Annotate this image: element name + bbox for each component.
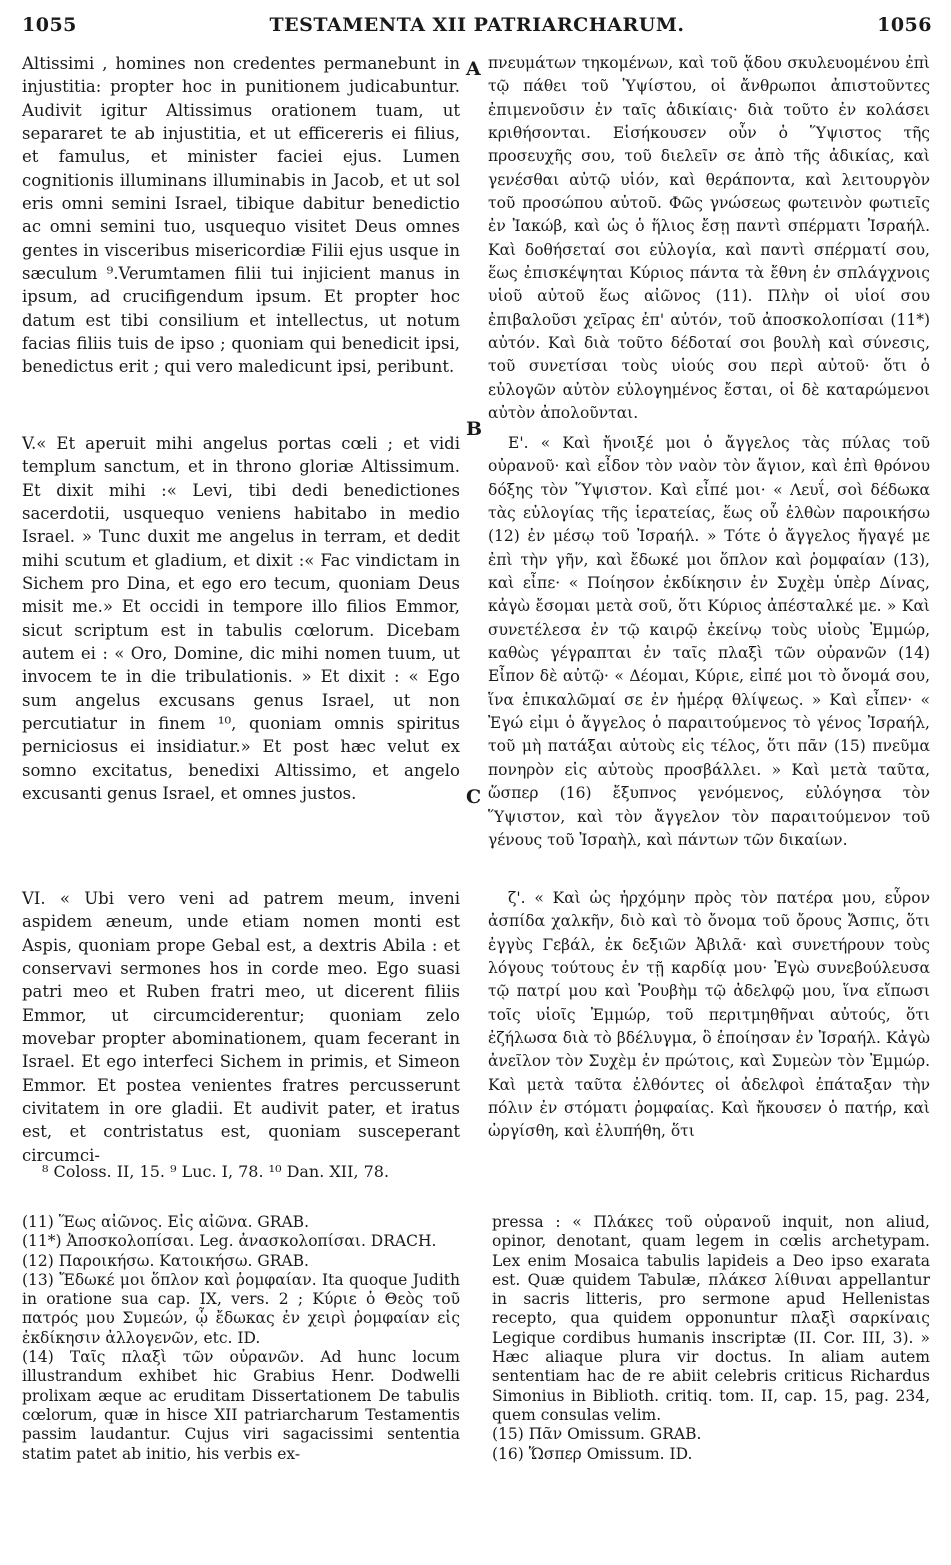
note-12: (12) Παροικήσω. Κατοικήσω. GRAB. <box>22 1251 309 1270</box>
page-number-left: 1055 <box>22 14 77 36</box>
greek-text: πνευμάτων τηκομένων, καὶ τοῦ ᾅδου σκυλευομένου ἐπὶ τῷ πάθει τοῦ Ὑψίστου, οἱ ἄνθρωποι ἀπιστοῦντες ἐπιμενοῦσιν ἐν ταῖς ἀδικίαις· διὰ τοῦτο ἐν κολάσει κριθήσονται. Εἰσήκουσεν οὖν ὁ Ὕψιστος τῆς προσευχῆς σου, τοῦ διελεῖν σε ἀπὸ τῆς ἀδικίας, καὶ γενέσθαι αὐτῷ υἱόν, καὶ θεράποντα, καὶ λειτουργὸν τοῦ προσώπου αὐτοῦ. Φῶς γνώσεως φωτεινὸν φωτιεῖς ἐν Ἰακώβ, καὶ ὡς ὁ ἥλιος ἔσῃ παντὶ σπέρματι Ἰσραήλ. Καὶ δοθήσεταί σοι εὐλογία, καὶ παντὶ σπέρματί σου, ἕως ἐπισκέψηται Κύριος πάντα τὰ ἔθνη ἐν σπλάγχνοις υἱοῦ αὐτοῦ ἕως αἰῶνος (11). Πλὴν οἱ υἱοί σου ἐπιβαλοῦσι χεῖρας ἐπ' αὐτόν, τοῦ ἀποσκολοπίσαι (11*) αὐτόν. Καὶ διὰ τοῦτο δέδοταί σοι βουλὴ καὶ σύνεσις, τοῦ συνετίσαι τοὺς υἱούς σου περὶ αὐτοῦ· ὅτι ὁ εὐλογῶν αὐτὸν εὐλογημένος ἔσται, οἱ δὲ καταρώμενοι αὐτὸν ἀπολοῦνται. <box>488 54 930 423</box>
page-header <box>22 14 932 40</box>
latin-paragraph-2 <box>22 432 460 806</box>
note-11: (11) Ἕως αἰῶνος. Εἰς αἰῶνα. GRAB. <box>22 1213 309 1231</box>
greek-text: ζ'. « Καὶ ὡς ἠρχόμην πρὸς τὸν πατέρα μου, εὗρον ἀσπίδα χαλκῆν, διὸ καὶ τὸ ὄνομα τοῦ ὄρους Ἄσπις, ὅτι ἐγγὺς Γεβάλ, ἐκ δεξιῶν Ἀβιλᾶ· καὶ συνετήρουν τοὺς λόγους τούτους ἐν τῇ καρδίᾳ μου· Ἐγὼ συνεβούλευσα τῷ πατρί μου καὶ Ῥουβὴμ τῷ ἀδελφῷ μου, ἵνα εἴπωσι τοῖς υἱοῖς Ἐμμώρ, τοῦ περιτμηθῆναι αὐτούς, ὅτι ἐζήλωσα διὰ τὸ βδέλυγμα, ὃ ἐποίησαν ἐν Ἰσραήλ. Κἀγὼ ἀνεῖλον τὸν Συχὲμ ἐν πρώτοις, καὶ Συμεὼν τὸν Ἐμμώρ. Καὶ μετὰ ταῦτα ἐλθόντες οἱ ἀδελφοὶ ἐπάταξαν τὴν πόλιν ἐν στόματι ῥομφαίας. Καὶ ἤκουσεν ὁ πατήρ, καὶ ὠργίσθη, καὶ ἐλυπήθη, ὅτι <box>488 889 930 1141</box>
note-16: (16) Ὥσπερ Omissum. ID. <box>492 1444 693 1463</box>
notes-right-column <box>492 1213 930 1464</box>
running-title: TESTAMENTA XII PATRIARCHARUM. <box>269 14 685 36</box>
latin-paragraph-3 <box>22 887 460 1167</box>
latin-text: Altissimi , homines non credentes permanebunt in injustitia: propter hoc in punitionem judicabuntur. Audivit igitur Altissimus orationem tuam, ut separaret te ab injustitia, et ut efficereris ei filius, et famulus, et minister faciei ejus. Lumen cognitionis illuminans illuminabis in Jacob, et ut sol eris omni semini Israel, tibique dabitur benedictio ac omni semini tuo, usquequo visitet Deus omnes gentes in visceribus misericordiæ Filii ejus usque in sæculum ⁹.Verumtamen filii tui injicient manus in ipsum, ad crucifigendum ipsum. Et propter hoc datum est tibi consilium et intellectus, ut notum facias filiis tuis de ipso ; quoniam qui benedicit ipsi, benedictus erit ; qui vero maledicunt ipsi, peribunt. <box>22 54 460 377</box>
note-14: (14) Ταῖς πλαξὶ τῶν οὐρανῶν. Ad hunc locum illustrandum exhibet hic Grabius Henr. Dodwelli prolixam æque ac eruditam Dissertationem De tabulis cœlorum, quæ in hisce XII patriarcharum Testamentis passim laudantur. Cujus viri sagacissimi sententia statim patet ab initio, his verbis ex- <box>22 1348 460 1463</box>
greek-text: Ε'. « Καὶ ἤνοιξέ μοι ὁ ἄγγελος τὰς πύλας τοῦ οὐρανοῦ· καὶ εἶδον τὸν ναὸν τὸν ἅγιον, καὶ ἐπὶ θρόνου δόξης τὸν Ὕψιστον. Καὶ εἶπέ μοι· « Λευΐ, σοὶ δέδωκα τὰς εὐλογίας τῆς ἱερατείας, ἕως οὗ ἐλθὼν παροικήσω (12) ἐν μέσῳ τοῦ Ἰσραήλ. » Τότε ὁ ἄγγελος ἤγαγέ με ἐπὶ τὴν γῆν, καὶ ἔδωκέ μοι ὅπλον καὶ ῥομφαίαν (13), καὶ εἶπε· « Ποίησον ἐκδίκησιν ἐν Συχὲμ ὑπὲρ Δίνας, κἀγὼ ἔσομαι μετὰ σοῦ, ὅτι Κύριος ἀπέσταλκέ με. » Καὶ συνετέλεσα ἐν τῷ καιρῷ ἐκείνῳ τοὺς υἱοὺς Ἐμμώρ, καθὼς γέγραπται ἐν ταῖς πλαξὶ τῶν οὐρανῶν (14) Εἶπον δὲ αὐτῷ· « Δέομαι, Κύριε, εἰπέ μοι τὸ ὄνομά σου, ἵνα ἐπικαλῶμαί σε ἐν ἡμέρᾳ θλίψεως. » Καὶ εἶπεν· « Ἐγώ εἰμι ὁ ἄγγελος ὁ παραιτούμενος τὸ γένος Ἰσραήλ, τοῦ μὴ πατάξαι αὐτοὺς εἰς τέλος, ὅτι πᾶν (15) πνεῦμα πονηρὸν εἰς αὐτοὺς προσβάλλει. » Καὶ μετὰ ταῦτα, ὥσπερ (16) ἔξυπνος γενόμενος, εὐλόγησα τὸν Ὕψιστον, καὶ τὸν ἄγγελον τὸν παραιτούμενον τοῦ γένους τοῦ Ἰσραὴλ, καὶ πάντων τῶν δικαίων. <box>488 434 930 849</box>
greek-paragraph-1 <box>488 52 930 426</box>
latin-text: VI. « Ubi vero veni ad patrem meum, inveni aspidem æneum, unde etiam nomen monti est Aspis, quoniam prope Gebal est, a dextris Abila : et conservavi sermones hos in corde meo. Ego suasi patri meo et Ruben fratri meo, ut dicerent filiis Emmor, ut circumciderentur; quoniam zelo movebar propter abominationem, quam fecerant in Israel. Et ego interfeci Sichem in primis, et Simeon Emmor. Et postea venientes fratres percusserunt civitatem in ore gladii. Et audivit pater, et iratus est, et contristatus est, quoniam susceperant circumci- <box>22 889 460 1165</box>
note-13: (13) Ἔδωκέ μοι ὅπλον καὶ ῥομφαίαν. Ita quoque Judith in oratione sua cap. IX, vers. 2 ; Κύριε ὁ Θεὸς τοῦ πατρός μου Συμεών, ᾧ ἔδωκας ἐν χειρὶ ῥομφαίαν εἰς ἐκδίκησιν ἀλλογενῶν, etc. ID. <box>22 1270 460 1347</box>
margin-marker-a: A <box>466 58 481 80</box>
page-number-right: 1056 <box>877 14 932 36</box>
note-15: (15) Πᾶν Omissum. GRAB. <box>492 1425 702 1444</box>
greek-paragraph-3 <box>488 887 930 1144</box>
margin-marker-b: B <box>466 418 483 440</box>
scripture-footnotes: ⁸ Coloss. II, 15. ⁹ Luc. I, 78. ¹⁰ Dan. XII, 78. <box>42 1162 390 1181</box>
latin-paragraph-1 <box>22 52 460 379</box>
latin-text: V.« Et aperuit mihi angelus portas cœli ; et vidi templum sanctum, et in throno gloriæ Altissimum. Et dixit mihi :« Levi, tibi dedi benedictiones sacerdotii, usquequo veniens habitabo in medio Israel. » Tunc duxit me angelus in terram, et dedit mihi scutum et gladium, et dixit :« Fac vindictam in Sichem pro Dina, et ego ero tecum, quoniam Deus misit me.» Et occidi in tempore illo filios Emmor, sicut scriptum est in tabulis cœlorum. Dicebam autem ei : « Oro, Domine, dic mihi nomen tuum, ut invocem te in die tribulationis. » Et dixit : « Ego sum angelus excusans genus Israel, ut non percutiatur in finem ¹⁰, quoniam omnis spiritus perniciosus ei insidiatur.» Et post hæc velut ex somno excitatus, benedixi Altissimo, et angelo excusanti genus Israel, et omnes justos. <box>22 434 460 804</box>
note-14-continued: pressa : « Πλάκες τοῦ οὐρανοῦ inquit, non aliud, opinor, denotant, quam legem in cœlis archetypam. Lex enim Mosaica tabulis lapideis a Deo ipso exarata est. Quæ quidem Tabulæ, πλάκεσ λίθιναι appellantur in sacris litteris, pro sermone apud Hellenistas recepto, qua quidem opponuntur πλαξὶ σαρκίναις Legique cordibus humanis inscriptæ (II. Cor. III, 3). » Hæc aliaque plura vir doctus. In aliam autem sententiam hac de re abiit celebris criticus Richardus Simonius in Biblioth. critiq. tom. II, cap. 15, pag. 234, quem consulas velim. <box>492 1213 930 1424</box>
margin-marker-c: C <box>466 786 482 808</box>
greek-paragraph-2 <box>488 432 930 852</box>
notes-left-column <box>22 1213 460 1464</box>
note-11-star: (11*) Ἀποσκολοπίσαι. Leg. ἀνασκολοπίσαι. DRACH. <box>22 1232 437 1251</box>
